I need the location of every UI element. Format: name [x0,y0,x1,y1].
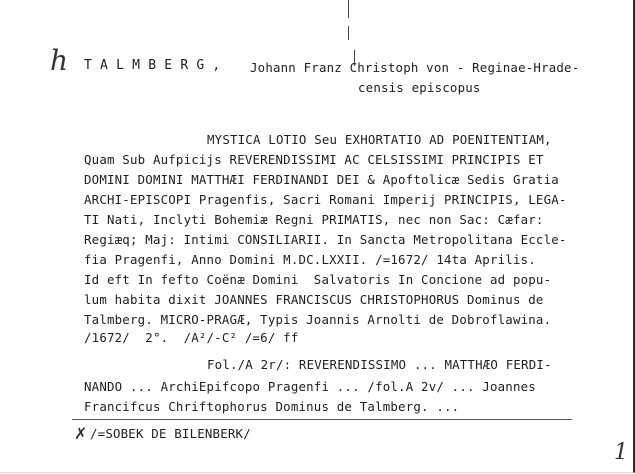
body-line: lum habita dixit JOANNES FRANCISCUS CHRISTOPHORUS Dominus de [84,292,544,307]
fol-line: Fol./A 2r/: REVERENDISSIMO ... MATTHÆO FERDI- [207,357,552,372]
body-line: Regiæq; Maj: Intimi CONSILIARII. In Sancta Metropolitana Eccle- [84,232,567,247]
separator-rule [72,419,572,420]
corner-handwritten-number: 1 [614,440,628,465]
card-name-line-1: Johann Franz Christoph von - Reginae-Hrade- [250,60,580,75]
card-surname: T A L M B E R G , [84,58,221,73]
body-line: Id eft In fefto Coënæ Domini Salvatoris In Concione ad popu- [84,272,552,287]
body-line: fia Pragenfi, Anno Domini M.DC.LXXII. /=1672/ 14ta Aprilis. [84,252,536,267]
body-line: DOMINI DOMINI MATTHÆI FERDINANDI DEI & Apoftolicæ Sedis Gratia [84,172,559,187]
body-line: /1672/ 2°. /A²/-C² /=6/ ff [84,330,299,345]
body-line: MYSTICA LOTIO Seu EXHORTATIO AD POENITENTIAM, [207,132,552,147]
margin-handwritten-mark: h [50,44,69,77]
footnote-handwritten-mark: ✗ [74,424,88,443]
card-name-line-2: censis episcopus [358,80,481,95]
fol-line: Francifcus Chriftophorus Dominus de Talmberg. ... [84,399,460,414]
body-line: ARCHI-EPISCOPI Pragenfis, Sacri Romani Imperij PRINCIPIS, LEGA- [84,192,567,207]
footnote-text: /=SOBEK DE BILENBERK/ [90,426,251,441]
body-line: TI Nati, Inclyti Bohemiæ Regni PRIMATIS, nec non Sac: Cæfar: [84,212,544,227]
body-line: Talmberg. MICRO-PRAGÆ, Typis Joannis Arnolti de Dobroflawina. [84,312,552,327]
body-line: Quam Sub Aufpicijs REVERENDISSIMI AC CELSISSIMI PRINCIPIS ET [84,152,544,167]
fol-line: NANDO ... ArchiEpifcopo Pragenfi ... /fol.A 2v/ ... Joannes [84,379,536,394]
